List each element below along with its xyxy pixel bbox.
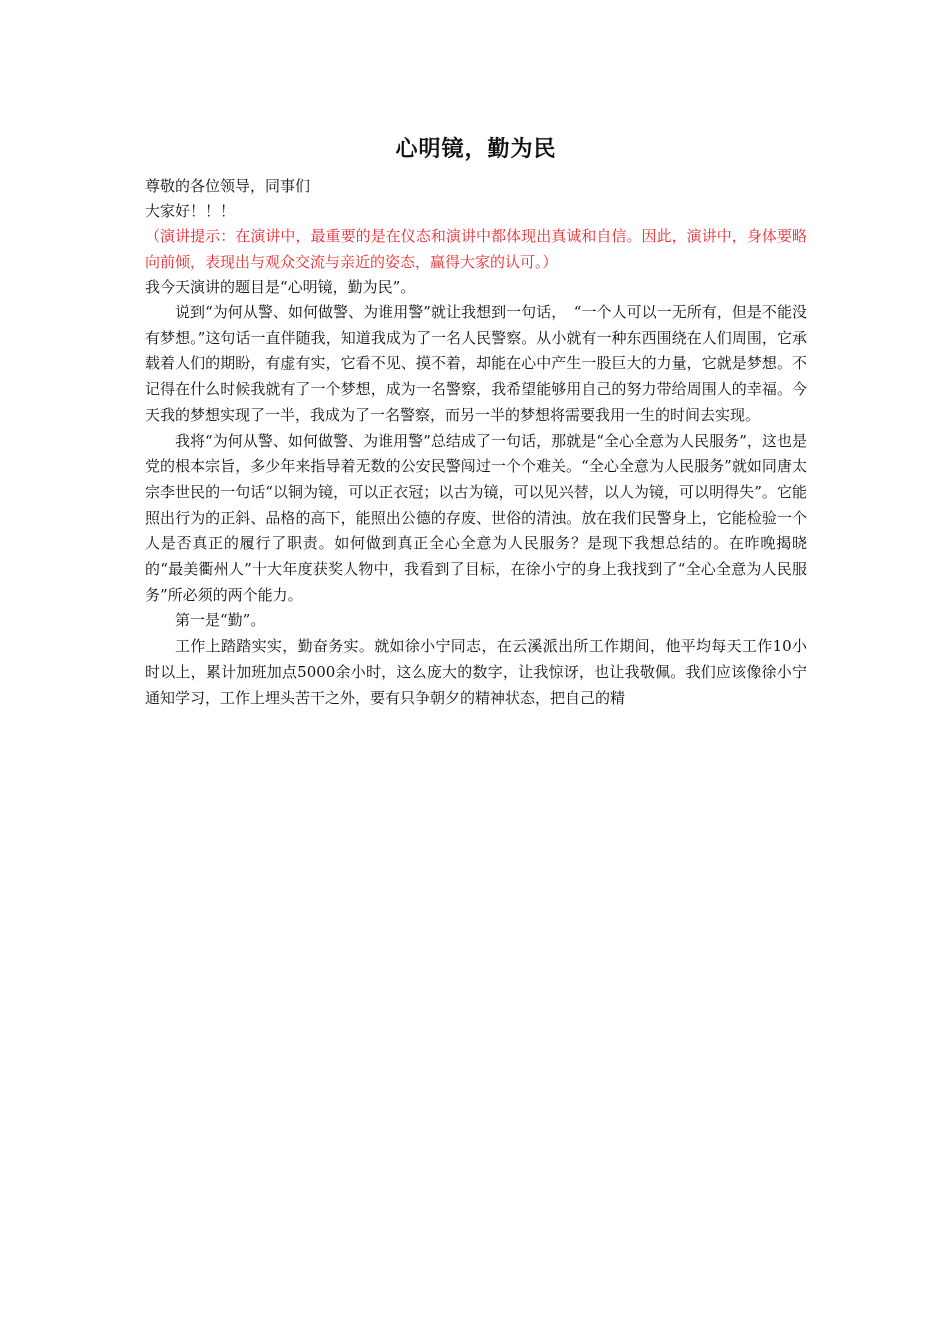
topic-line: 我今天演讲的题目是“心明镜，勤为民”。 bbox=[145, 278, 416, 296]
paragraph-diligence: 工作上踏踏实实，勤奋务实。就如徐小宁同志，在云溪派出所工作期间，他平均每天工作10小时以上，累计加班加点5000余小时，这么庞大的数字，让我惊讶，也让我敬佩。我们应该像徐小宁通知学习，工作上埋头苦干之外，要有只争朝夕的精神状态，把自己的精 bbox=[145, 637, 807, 707]
paragraph-serve-people: 我将“为何从警、如何做警、为谁用警”总结成了一句话，那就是“全心全意为人民服务”，这也是党的根本宗旨，多少年来指导着无数的公安民警闯过一个个难关。“全心全意为人民服务”就如同唐太宗李世民的一句话“以铜为镜，可以正衣冠；以古为镜，可以见兴替，以人为镜，可以明得失”。它能照出行为的正斜、品格的高下，能照出公德的存废、世俗的清浊。放在我们民警身上，它能检验一个人是否真正的履行了职责。如何做到真正全心全意为人民服务？是现下我想总结的。在昨晚揭晓的“最美衢州人”十大年度获奖人物中，我看到了目标，在徐小宁的身上我找到了“全心全意为人民服务”所必须的两个能力。 bbox=[145, 431, 807, 604]
greeting-line: 大家好！！！ bbox=[145, 202, 236, 220]
document-title: 心明镜，勤为民 bbox=[395, 136, 557, 162]
salutation-line: 尊敬的各位领导，同事们 bbox=[145, 177, 311, 195]
document-body bbox=[145, 132, 807, 711]
speech-tip: （演讲提示：在演讲中，最重要的是在仪态和演讲中都体现出真诚和自信。因此，演讲中，身体要略向前倾，表现出与观众交流与亲近的姿态，赢得大家的认可。） bbox=[145, 227, 807, 271]
paragraph-first-point: 第一是“勤”。 bbox=[175, 611, 266, 630]
paragraph-dream: 说到“为何从警、如何做警、为谁用警”就让我想到一句话， “一个人可以一无所有，但是不能没有梦想。”这句话一直伴随我，知道我成为了一名人民警察。从小就有一种东西围绕在人们周围，它承载着人们的期盼，有虚有实，它看不见、摸不着，却能在心中产生一股巨大的力量，它就是梦想。不记得在什么时候我就有了一个梦想，成为一名警察，我希望能够用自己的努力带给周围人的幸福。今天我的梦想实现了一半，我成为了一名警察，而另一半的梦想将需要我用一生的时间去实现。 bbox=[145, 303, 807, 424]
